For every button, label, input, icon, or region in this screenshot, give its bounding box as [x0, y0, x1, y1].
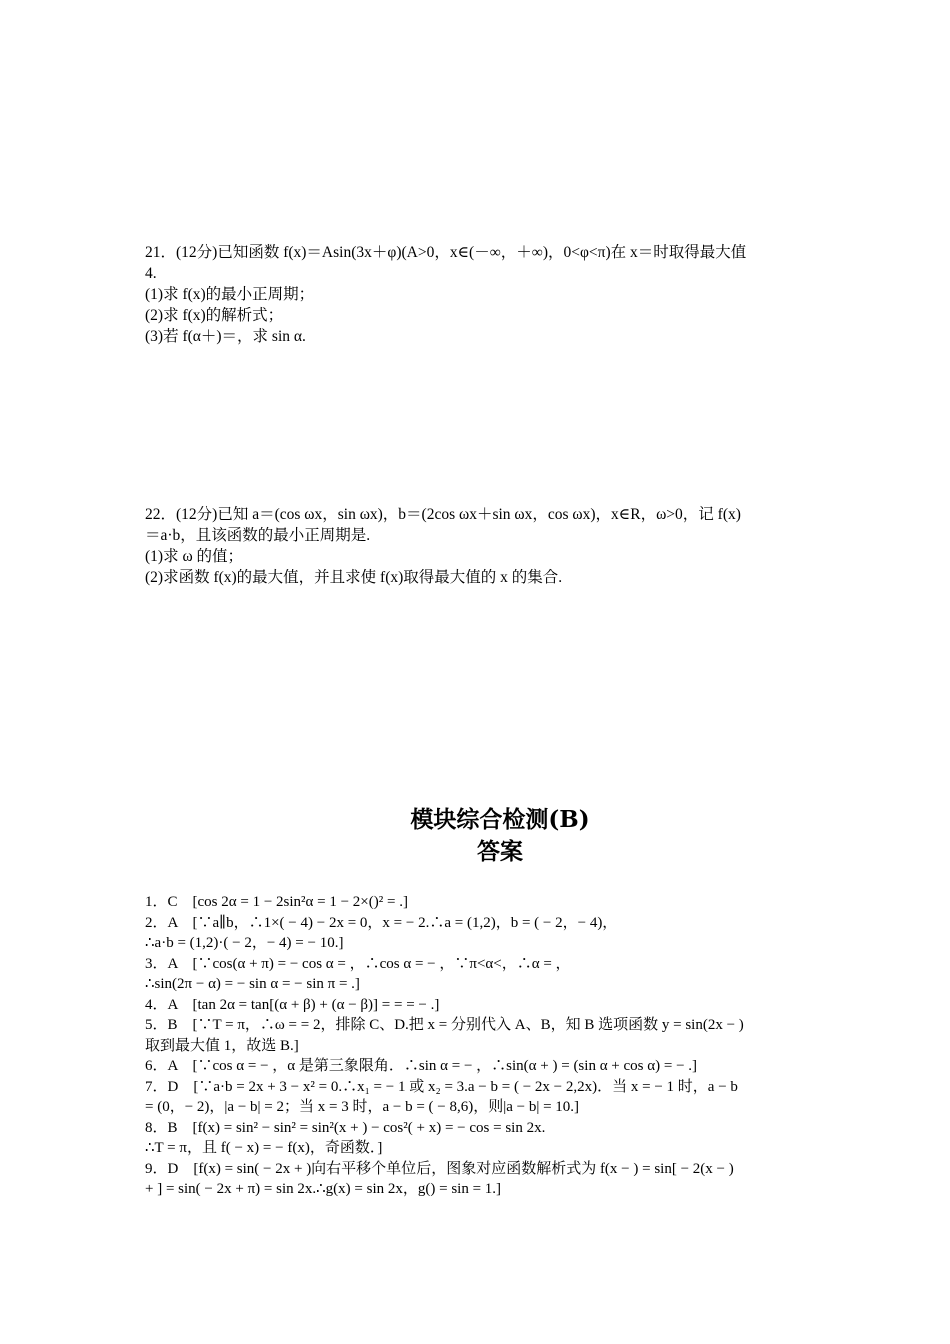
section-title: 模块综合检测(B)	[410, 806, 590, 833]
answer-line: 8．B [f(x) = sin² − sin² = sin²(x + ) − cos²( + x) = − cos = sin 2x.	[145, 1119, 546, 1136]
q21-line: (2)求 f(x)的解析式；	[145, 307, 284, 324]
answer-line: 1．C [cos 2α = 1 − 2sin²α = 1 − 2×()² = .]	[145, 894, 408, 910]
answers	[145, 892, 805, 1200]
q21-line: 4.	[145, 265, 157, 282]
answer-line: 4．A [tan 2α = tan[(α + β) + (α − β)] = = = − .]	[145, 996, 440, 1013]
q22-line: 22．(12分)已知 a＝(cos ωx，sin ωx)，b＝(2cos ωx＋sin ωx，cos ωx)，x∈R，ω>0，记 f(x)	[145, 506, 741, 523]
answer-line: ∴a·b = (1,2)·( − 2，− 4) = − 10.]	[145, 935, 344, 951]
answer-line: 7．D [∵a·b = 2x + 3 − x² = 0.∴x₁ = − 1 或 x₂ = 3.a − b = ( − 2x − 2,2x)．当 x = − 1 时，a − b	[145, 1078, 738, 1095]
q21-line: (3)若 f(α＋)＝，求 sin α.	[145, 328, 306, 345]
q21-line: (1)求 f(x)的最小正周期；	[145, 286, 315, 303]
q22-line: (1)求 ω 的值；	[145, 548, 244, 565]
q21-line: 21．(12分)已知函数 f(x)＝Asin(3x＋φ)(A>0，x∈(－∞，＋∞)，0<φ<π)在 x＝时取得最大值	[145, 244, 747, 261]
question-22	[145, 504, 805, 588]
answer-line: 3．A [∵cos(α + π) = − cos α = ，∴cos α = − ，∵π<α<，∴α = ，	[145, 955, 571, 972]
section-subtitle: 答案	[477, 838, 523, 865]
answer-line: 5．B [∵T = π，∴ω = = 2，排除 C、D.把 x = 分别代入 A、B，知 B 选项函数 y = sin(2x − )	[145, 1017, 744, 1033]
question-21	[145, 242, 805, 347]
answer-line: ∴T = π，且 f( − x) = − f(x)，奇函数．]	[145, 1140, 383, 1156]
answer-line: 9．D [f(x) = sin( − 2x + )向右平移个单位后，图象对应函数解析式为 f(x − ) = sin[ − 2(x − )	[145, 1160, 734, 1177]
q22-line: ＝a·b，且该函数的最小正周期是.	[145, 527, 371, 544]
answer-line: = (0，− 2)，|a − b| = 2；当 x = 3 时，a − b = ( − 8,6)，则|a − b| = 10.]	[145, 1099, 580, 1115]
q22-line: (2)求函数 f(x)的最大值，并且求使 f(x)取得最大值的 x 的集合.	[145, 569, 563, 586]
answer-line: 取到最大值 1，故选 B.]	[145, 1037, 299, 1054]
answer-line: 6．A [∵cos α = − ，α 是第三象限角．∴sin α = − ，∴sin(α + ) = (sin α + cos α) = − .]	[145, 1058, 698, 1074]
answer-line: 2．A [∵a∥b，∴1×( − 4) − 2x = 0，x = − 2.∴a = (1,2)，b = ( − 2，− 4)，	[145, 914, 618, 931]
answer-line: + ] = sin( − 2x + π) = sin 2x.∴g(x) = sin 2x，g() = sin = 1.]	[145, 1181, 502, 1197]
answer-line: ∴sin(2π − α) = − sin α = − sin π = .]	[145, 976, 360, 992]
